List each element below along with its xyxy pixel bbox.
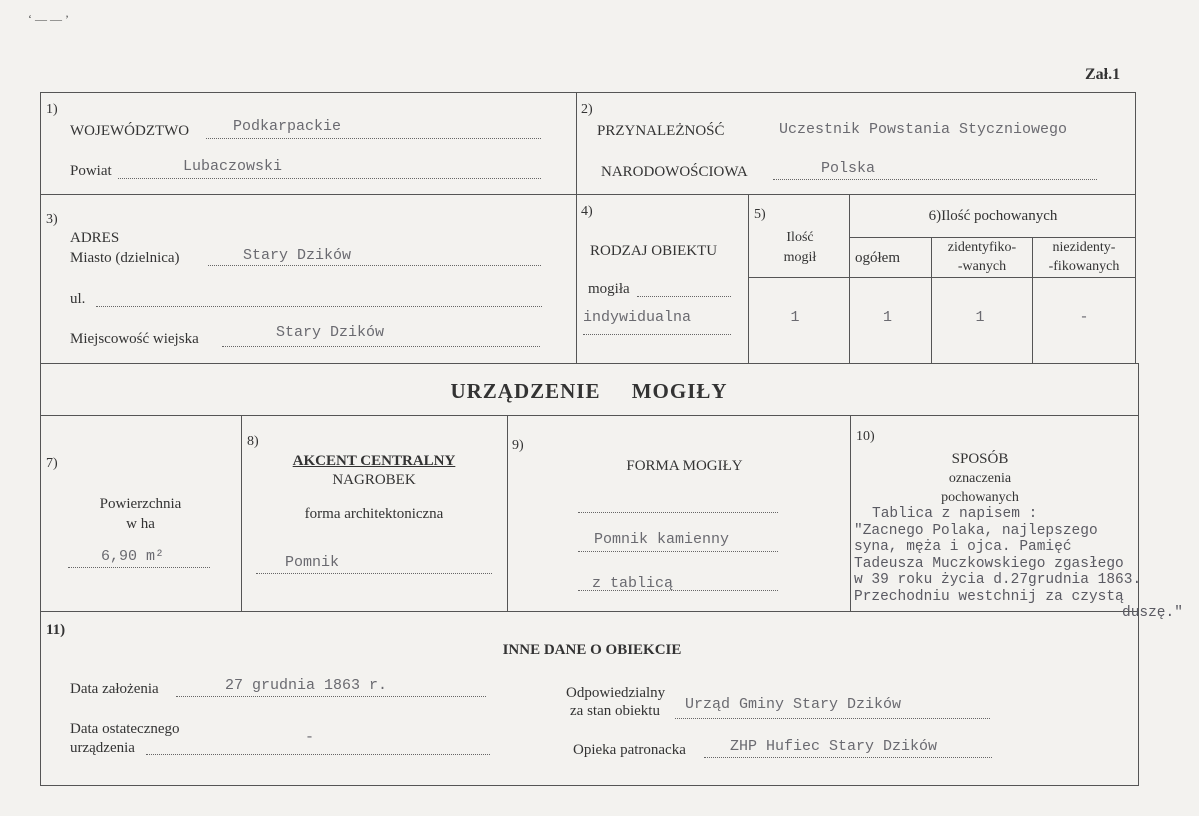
street-label: ul. xyxy=(70,291,86,307)
tombstone-label: NAGROBEK xyxy=(332,472,416,488)
identified-value: 1 xyxy=(975,309,985,326)
address-label: ADRES xyxy=(70,230,120,246)
section-number: 11) xyxy=(46,622,66,638)
corner-mark: ‘ — — ’ xyxy=(28,12,69,26)
section-number: 1) xyxy=(46,102,58,117)
section-number: 10) xyxy=(856,429,875,444)
section-number: 9) xyxy=(512,438,524,453)
buried-title: 6)Ilość pochowanych xyxy=(928,208,1058,224)
affiliation-label: PRZYNALEŻNOŚĆ xyxy=(597,123,725,139)
unidentified-label: niezidenty- -fikowanych xyxy=(1048,240,1120,274)
voivodeship-value: Podkarpackie xyxy=(233,118,342,135)
section-number: 8) xyxy=(247,434,259,449)
grave-form-label: FORMA MOGIŁY xyxy=(626,458,743,474)
final-arrangement-label: Data ostatecznego urządzenia xyxy=(70,721,180,756)
section-number: 5) xyxy=(754,207,766,222)
total-label: ogółem xyxy=(855,250,900,266)
city-value: Stary Dzików xyxy=(243,247,352,264)
architectural-form-label: forma architektoniczna xyxy=(304,506,444,522)
section-number: 3) xyxy=(46,212,58,227)
architectural-form-value: Pomnik xyxy=(285,554,340,571)
responsible-label: Odpowiedzialny za stan obiektu xyxy=(566,685,666,719)
section-number: 2) xyxy=(581,102,593,117)
village-label: Miejscowość wiejska xyxy=(70,331,199,347)
founded-label: Data założenia xyxy=(70,681,159,697)
attachment-label: Zał.1 xyxy=(1085,66,1121,83)
district-value: Lubaczowski xyxy=(183,158,283,175)
patronage-value: ZHP Hufiec Stary Dzików xyxy=(730,738,938,755)
inscription-text: Tablica z napisem : "Zacnego Polaka, najlepszego syna, męża i ojca. Pamięć Tadeusza Muczkowskiego zgasłego w 39 roku życia d.27grudnia 1863. Przechodniu westchnij za czystą duszę." xyxy=(854,506,1183,621)
section-number: 4) xyxy=(581,204,593,219)
count-value: 1 xyxy=(790,309,800,326)
section-number: 7) xyxy=(46,456,58,471)
grave-form-value-1: Pomnik kamienny xyxy=(594,531,730,548)
grave-arrangement-title: URZĄDZENIE MOGIŁY xyxy=(450,379,728,403)
nationality-label: NARODOWOŚCIOWA xyxy=(601,164,748,180)
count-label: Ilość mogił xyxy=(783,230,817,265)
voivodeship-label: WOJEWÓDZTWO xyxy=(70,123,190,139)
grave-label: mogiła xyxy=(588,281,630,297)
area-label: Powierzchnia w ha xyxy=(99,496,182,532)
central-accent-label: AKCENT CENTRALNY xyxy=(292,453,456,469)
responsible-value: Urząd Gminy Stary Dzików xyxy=(685,696,902,713)
marking-method-label: SPOSÓB oznaczenia pochowanych xyxy=(941,451,1019,505)
city-label: Miasto (dzielnica) xyxy=(70,250,180,266)
district-label: Powiat xyxy=(70,163,112,179)
other-data-title: INNE DANE O OBIEKCIE xyxy=(502,642,682,658)
object-type-label: RODZAJ OBIEKTU xyxy=(590,243,718,259)
nationality-value: Polska xyxy=(821,160,876,177)
unidentified-value: - xyxy=(1079,309,1089,326)
area-value: 6,90 m² xyxy=(101,548,165,565)
affiliation-value: Uczestnik Powstania Styczniowego xyxy=(779,121,1068,138)
identified-label: zidentyfiko- -wanych xyxy=(947,240,1017,274)
grave-form-value-2: z tablicą xyxy=(592,575,674,592)
patronage-label: Opieka patronacka xyxy=(573,742,686,758)
final-arrangement-value: - xyxy=(305,729,315,746)
founded-value: 27 grudnia 1863 r. xyxy=(225,677,388,694)
grave-value: indywidualna xyxy=(583,309,692,326)
village-value: Stary Dzików xyxy=(276,324,385,341)
total-value: 1 xyxy=(882,309,892,326)
